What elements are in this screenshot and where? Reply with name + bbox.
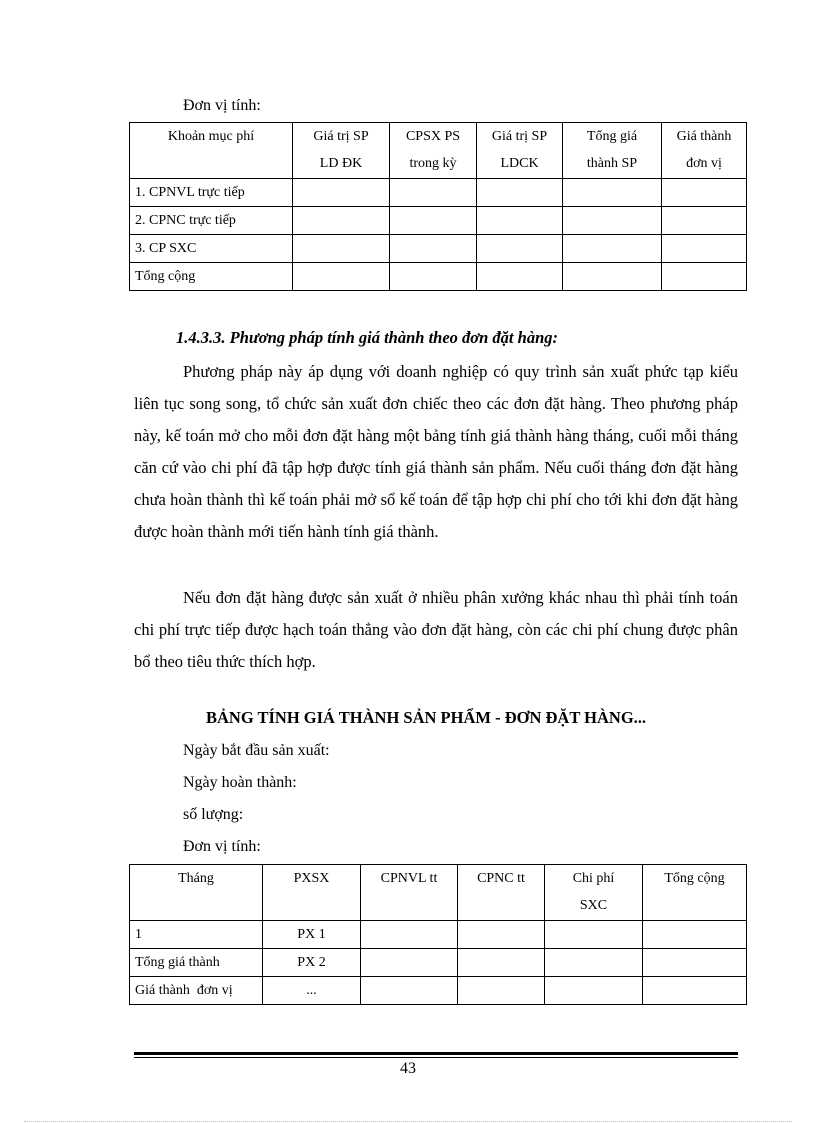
table-row	[130, 207, 747, 235]
header-cpnvl: CPNVL tt	[361, 865, 458, 921]
footer-rule-thick	[134, 1052, 738, 1055]
footer-rule-thin	[134, 1057, 738, 1058]
row-label: Tổng cộng	[130, 263, 293, 291]
unit-label-2: Đơn vị tính:	[183, 838, 261, 855]
table-row	[130, 263, 747, 291]
header-opening-wip: Giá trị SP LD ĐK	[293, 123, 390, 179]
cost-table	[129, 122, 747, 291]
row-pxsx: PX 1	[263, 921, 361, 949]
row-pxsx: PX 2	[263, 949, 361, 977]
header-sxc: Chi phí SXC	[545, 865, 643, 921]
header-month: Tháng	[130, 865, 263, 921]
quantity-label: số lượng:	[183, 806, 244, 823]
table-row	[130, 921, 747, 949]
page-bottom-border	[24, 1121, 792, 1122]
row-label: 1. CPNVL trực tiếp	[130, 179, 293, 207]
header-total-cost: Tổng giá thành SP	[563, 123, 662, 179]
row-label: 3. CP SXC	[130, 235, 293, 263]
finish-date-label: Ngày hoàn thành:	[183, 774, 297, 791]
table-title: BẢNG TÍNH GIÁ THÀNH SẢN PHẨM - ĐƠN ĐẶT HÀNG...	[206, 708, 647, 727]
cost-table-header	[130, 123, 747, 179]
page-number: 43	[400, 1060, 416, 1077]
header-pxsx: PXSX	[263, 865, 361, 921]
start-date-label: Ngày bắt đầu sản xuất:	[183, 742, 330, 759]
table-row	[130, 949, 747, 977]
order-cost-table	[129, 864, 747, 1005]
row-month: 1	[130, 921, 263, 949]
order-table-header	[130, 865, 747, 921]
table-row	[130, 235, 747, 263]
table-row	[130, 977, 747, 1005]
row-month: Tổng giá thành	[130, 949, 263, 977]
table-row	[130, 179, 747, 207]
header-cpnc: CPNC tt	[458, 865, 545, 921]
paragraph-1: Phương pháp này áp dụng với doanh nghiệp có quy trình sản xuất phức tạp kiểu liên tục song song, tổ chức sản xuất đơn chiếc theo các đơn đặt hàng. Theo phương pháp này, kế toán mở cho mỗi đơn đặt hàng một bảng tính giá thành hàng tháng, cuối mỗi tháng căn cứ vào chi phí đã tập hợp được tính giá thành sản phẩm. Nếu cuối tháng đơn đặt hàng chưa hoàn thành thì kế toán phải mở sổ kế toán để tập hợp chi phí cho tới khi đơn đặt hàng được hoàn thành mới tiến hành tính giá thành.	[134, 362, 738, 541]
unit-label-1: Đơn vị tính:	[183, 97, 261, 114]
header-unit-cost: Giá thành đơn vị	[662, 123, 747, 179]
row-label: 2. CPNC trực tiếp	[130, 207, 293, 235]
row-pxsx: ...	[263, 977, 361, 1005]
header-total: Tổng cộng	[643, 865, 747, 921]
header-period-cost: CPSX PS trong kỳ	[390, 123, 477, 179]
paragraph-2: Nếu đơn đặt hàng được sản xuất ở nhiều phân xưởng khác nhau thì phải tính toán chi phí trực tiếp được hạch toán thẳng vào đơn đặt hàng, còn các chi phí chung được phân bổ theo tiêu thức thích hợp.	[134, 588, 738, 671]
row-month: Giá thành đơn vị	[130, 977, 263, 1005]
header-closing-wip: Giá trị SP LDCK	[477, 123, 563, 179]
section-heading: 1.4.3.3. Phương pháp tính giá thành theo đơn đặt hàng:	[176, 328, 558, 347]
header-cost-item: Khoản mục phí	[130, 123, 293, 179]
